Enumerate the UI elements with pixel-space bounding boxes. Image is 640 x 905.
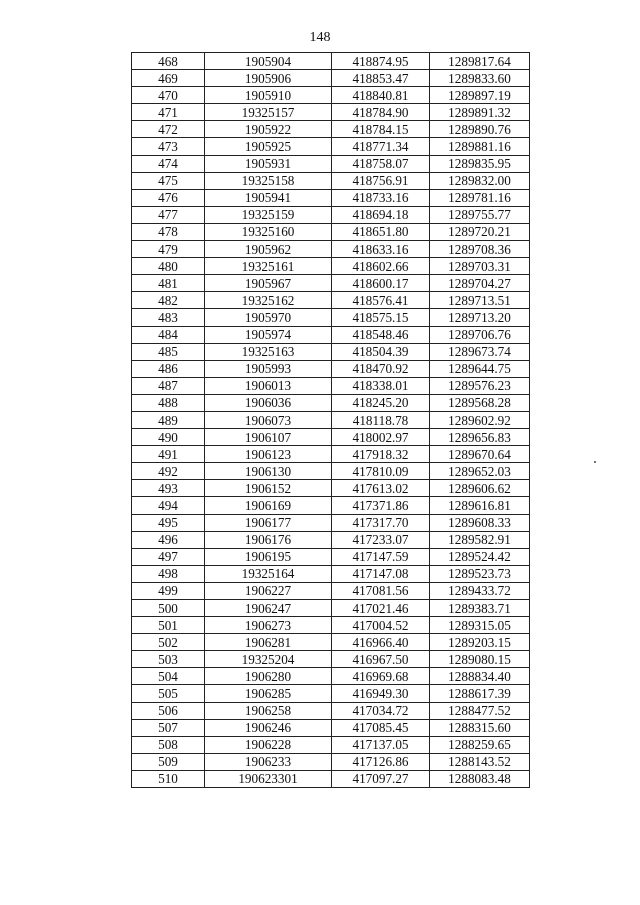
y-coordinate-cell: 1289713.51 xyxy=(430,292,530,309)
y-coordinate-cell: 1289713.20 xyxy=(430,309,530,326)
y-coordinate-cell: 1288617.39 xyxy=(430,685,530,702)
point-id-cell: 19325160 xyxy=(205,223,332,240)
row-index-cell: 489 xyxy=(132,411,205,428)
x-coordinate-cell: 417034.72 xyxy=(332,702,430,719)
y-coordinate-cell: 1289608.33 xyxy=(430,514,530,531)
point-id-cell: 1906247 xyxy=(205,600,332,617)
x-coordinate-cell: 416949.30 xyxy=(332,685,430,702)
y-coordinate-cell: 1289656.83 xyxy=(430,429,530,446)
point-id-cell: 190623301 xyxy=(205,770,332,787)
y-coordinate-cell: 1289523.73 xyxy=(430,565,530,582)
table-row xyxy=(132,565,530,582)
y-coordinate-cell: 1288834.40 xyxy=(430,668,530,685)
row-index-cell: 470 xyxy=(132,87,205,104)
page-number: 148 xyxy=(309,30,331,45)
row-index-cell: 505 xyxy=(132,685,205,702)
row-index-cell: 475 xyxy=(132,172,205,189)
row-index-cell: 501 xyxy=(132,617,205,634)
table-row xyxy=(132,53,530,70)
point-id-cell: 1906227 xyxy=(205,582,332,599)
y-coordinate-cell: 1288083.48 xyxy=(430,770,530,787)
point-id-cell: 1905925 xyxy=(205,138,332,155)
table-row xyxy=(132,360,530,377)
point-id-cell: 1906123 xyxy=(205,446,332,463)
y-coordinate-cell: 1289720.21 xyxy=(430,223,530,240)
y-coordinate-cell: 1289606.62 xyxy=(430,480,530,497)
row-index-cell: 482 xyxy=(132,292,205,309)
x-coordinate-cell: 416967.50 xyxy=(332,651,430,668)
y-coordinate-cell: 1289644.75 xyxy=(430,360,530,377)
row-index-cell: 478 xyxy=(132,223,205,240)
table-row xyxy=(132,275,530,292)
table-row xyxy=(132,514,530,531)
point-id-cell: 1905931 xyxy=(205,155,332,172)
y-coordinate-cell: 1288143.52 xyxy=(430,753,530,770)
row-index-cell: 488 xyxy=(132,394,205,411)
y-coordinate-cell: 1289433.72 xyxy=(430,582,530,599)
point-id-cell: 19325163 xyxy=(205,343,332,360)
x-coordinate-cell: 418784.90 xyxy=(332,104,430,121)
table-row xyxy=(132,463,530,480)
point-id-cell: 1905906 xyxy=(205,70,332,87)
table-row xyxy=(132,736,530,753)
x-coordinate-cell: 418633.16 xyxy=(332,241,430,258)
x-coordinate-cell: 418853.47 xyxy=(332,70,430,87)
point-id-cell: 19325158 xyxy=(205,172,332,189)
point-id-cell: 1906176 xyxy=(205,531,332,548)
table-row xyxy=(132,104,530,121)
y-coordinate-cell: 1289703.31 xyxy=(430,258,530,275)
y-coordinate-cell: 1288315.60 xyxy=(430,719,530,736)
y-coordinate-cell: 1288259.65 xyxy=(430,736,530,753)
row-index-cell: 472 xyxy=(132,121,205,138)
x-coordinate-cell: 418470.92 xyxy=(332,360,430,377)
row-index-cell: 493 xyxy=(132,480,205,497)
x-coordinate-cell: 418771.34 xyxy=(332,138,430,155)
row-index-cell: 483 xyxy=(132,309,205,326)
row-index-cell: 507 xyxy=(132,719,205,736)
point-id-cell: 1905974 xyxy=(205,326,332,343)
x-coordinate-cell: 417147.08 xyxy=(332,565,430,582)
x-coordinate-cell: 418600.17 xyxy=(332,275,430,292)
table-row xyxy=(132,651,530,668)
point-id-cell: 1906177 xyxy=(205,514,332,531)
row-index-cell: 510 xyxy=(132,770,205,787)
row-index-cell: 468 xyxy=(132,53,205,70)
table-row xyxy=(132,497,530,514)
y-coordinate-cell: 1289706.76 xyxy=(430,326,530,343)
row-index-cell: 474 xyxy=(132,155,205,172)
point-id-cell: 1906073 xyxy=(205,411,332,428)
table-row xyxy=(132,617,530,634)
row-index-cell: 497 xyxy=(132,548,205,565)
table-row xyxy=(132,685,530,702)
point-id-cell: 1906273 xyxy=(205,617,332,634)
x-coordinate-cell: 418504.39 xyxy=(332,343,430,360)
x-coordinate-cell: 418575.15 xyxy=(332,309,430,326)
y-coordinate-cell: 1289673.74 xyxy=(430,343,530,360)
table-row xyxy=(132,258,530,275)
x-coordinate-cell: 418840.81 xyxy=(332,87,430,104)
y-coordinate-cell: 1289670.64 xyxy=(430,446,530,463)
table-row xyxy=(132,309,530,326)
row-index-cell: 498 xyxy=(132,565,205,582)
point-id-cell: 19325159 xyxy=(205,206,332,223)
row-index-cell: 502 xyxy=(132,634,205,651)
table-row xyxy=(132,87,530,104)
row-index-cell: 506 xyxy=(132,702,205,719)
point-id-cell: 1905904 xyxy=(205,53,332,70)
x-coordinate-cell: 417137.05 xyxy=(332,736,430,753)
stray-mark xyxy=(594,461,596,463)
y-coordinate-cell: 1289383.71 xyxy=(430,600,530,617)
y-coordinate-cell: 1289891.32 xyxy=(430,104,530,121)
point-id-cell: 1906169 xyxy=(205,497,332,514)
y-coordinate-cell: 1289652.03 xyxy=(430,463,530,480)
point-id-cell: 1905962 xyxy=(205,241,332,258)
y-coordinate-cell: 1289881.16 xyxy=(430,138,530,155)
point-id-cell: 1906152 xyxy=(205,480,332,497)
point-id-cell: 19325204 xyxy=(205,651,332,668)
x-coordinate-cell: 418758.07 xyxy=(332,155,430,172)
coordinates-table xyxy=(131,52,530,788)
row-index-cell: 480 xyxy=(132,258,205,275)
table-row xyxy=(132,377,530,394)
x-coordinate-cell: 416966.40 xyxy=(332,634,430,651)
row-index-cell: 503 xyxy=(132,651,205,668)
table-row xyxy=(132,600,530,617)
point-id-cell: 1906258 xyxy=(205,702,332,719)
table-row xyxy=(132,138,530,155)
x-coordinate-cell: 417918.32 xyxy=(332,446,430,463)
table-row xyxy=(132,531,530,548)
point-id-cell: 19325157 xyxy=(205,104,332,121)
table-body xyxy=(132,53,530,788)
y-coordinate-cell: 1289897.19 xyxy=(430,87,530,104)
table-row xyxy=(132,480,530,497)
row-index-cell: 495 xyxy=(132,514,205,531)
row-index-cell: 484 xyxy=(132,326,205,343)
x-coordinate-cell: 418694.18 xyxy=(332,206,430,223)
y-coordinate-cell: 1289315.05 xyxy=(430,617,530,634)
x-coordinate-cell: 417126.86 xyxy=(332,753,430,770)
point-id-cell: 19325162 xyxy=(205,292,332,309)
row-index-cell: 509 xyxy=(132,753,205,770)
x-coordinate-cell: 417085.45 xyxy=(332,719,430,736)
y-coordinate-cell: 1289203.15 xyxy=(430,634,530,651)
row-index-cell: 469 xyxy=(132,70,205,87)
table-row xyxy=(132,206,530,223)
x-coordinate-cell: 417810.09 xyxy=(332,463,430,480)
point-id-cell: 1906246 xyxy=(205,719,332,736)
x-coordinate-cell: 418733.16 xyxy=(332,189,430,206)
x-coordinate-cell: 417371.86 xyxy=(332,497,430,514)
table-row xyxy=(132,702,530,719)
row-index-cell: 471 xyxy=(132,104,205,121)
y-coordinate-cell: 1289616.81 xyxy=(430,497,530,514)
y-coordinate-cell: 1289781.16 xyxy=(430,189,530,206)
table-row xyxy=(132,668,530,685)
y-coordinate-cell: 1289080.15 xyxy=(430,651,530,668)
row-index-cell: 500 xyxy=(132,600,205,617)
point-id-cell: 1905910 xyxy=(205,87,332,104)
y-coordinate-cell: 1289582.91 xyxy=(430,531,530,548)
y-coordinate-cell: 1289890.76 xyxy=(430,121,530,138)
y-coordinate-cell: 1289602.92 xyxy=(430,411,530,428)
x-coordinate-cell: 417147.59 xyxy=(332,548,430,565)
x-coordinate-cell: 417004.52 xyxy=(332,617,430,634)
y-coordinate-cell: 1289524.42 xyxy=(430,548,530,565)
point-id-cell: 1905941 xyxy=(205,189,332,206)
row-index-cell: 487 xyxy=(132,377,205,394)
x-coordinate-cell: 417317.70 xyxy=(332,514,430,531)
x-coordinate-cell: 416969.68 xyxy=(332,668,430,685)
x-coordinate-cell: 418874.95 xyxy=(332,53,430,70)
table-row xyxy=(132,343,530,360)
x-coordinate-cell: 417613.02 xyxy=(332,480,430,497)
table-row xyxy=(132,429,530,446)
x-coordinate-cell: 417021.46 xyxy=(332,600,430,617)
x-coordinate-cell: 418756.91 xyxy=(332,172,430,189)
table-row xyxy=(132,189,530,206)
row-index-cell: 485 xyxy=(132,343,205,360)
table-row xyxy=(132,753,530,770)
row-index-cell: 491 xyxy=(132,446,205,463)
table-row xyxy=(132,719,530,736)
row-index-cell: 476 xyxy=(132,189,205,206)
row-index-cell: 494 xyxy=(132,497,205,514)
row-index-cell: 486 xyxy=(132,360,205,377)
point-id-cell: 1906107 xyxy=(205,429,332,446)
table-row xyxy=(132,241,530,258)
row-index-cell: 499 xyxy=(132,582,205,599)
x-coordinate-cell: 417233.07 xyxy=(332,531,430,548)
point-id-cell: 1906281 xyxy=(205,634,332,651)
table-row xyxy=(132,582,530,599)
x-coordinate-cell: 417097.27 xyxy=(332,770,430,787)
table-row xyxy=(132,394,530,411)
table-row xyxy=(132,548,530,565)
y-coordinate-cell: 1289833.60 xyxy=(430,70,530,87)
x-coordinate-cell: 418338.01 xyxy=(332,377,430,394)
x-coordinate-cell: 418784.15 xyxy=(332,121,430,138)
x-coordinate-cell: 417081.56 xyxy=(332,582,430,599)
x-coordinate-cell: 418651.80 xyxy=(332,223,430,240)
point-id-cell: 19325161 xyxy=(205,258,332,275)
y-coordinate-cell: 1289817.64 xyxy=(430,53,530,70)
row-index-cell: 473 xyxy=(132,138,205,155)
y-coordinate-cell: 1289568.28 xyxy=(430,394,530,411)
table-row xyxy=(132,292,530,309)
point-id-cell: 1905967 xyxy=(205,275,332,292)
row-index-cell: 508 xyxy=(132,736,205,753)
point-id-cell: 1905993 xyxy=(205,360,332,377)
y-coordinate-cell: 1289576.23 xyxy=(430,377,530,394)
row-index-cell: 477 xyxy=(132,206,205,223)
y-coordinate-cell: 1289704.27 xyxy=(430,275,530,292)
table-row xyxy=(132,121,530,138)
table-row xyxy=(132,634,530,651)
row-index-cell: 481 xyxy=(132,275,205,292)
table-row xyxy=(132,172,530,189)
table-row xyxy=(132,326,530,343)
y-coordinate-cell: 1289755.77 xyxy=(430,206,530,223)
row-index-cell: 496 xyxy=(132,531,205,548)
y-coordinate-cell: 1289832.00 xyxy=(430,172,530,189)
point-id-cell: 1906013 xyxy=(205,377,332,394)
row-index-cell: 504 xyxy=(132,668,205,685)
point-id-cell: 1906130 xyxy=(205,463,332,480)
x-coordinate-cell: 418548.46 xyxy=(332,326,430,343)
point-id-cell: 1906036 xyxy=(205,394,332,411)
point-id-cell: 1905922 xyxy=(205,121,332,138)
point-id-cell: 1906228 xyxy=(205,736,332,753)
x-coordinate-cell: 418002.97 xyxy=(332,429,430,446)
point-id-cell: 1906233 xyxy=(205,753,332,770)
y-coordinate-cell: 1289708.36 xyxy=(430,241,530,258)
y-coordinate-cell: 1289835.95 xyxy=(430,155,530,172)
table-row xyxy=(132,770,530,787)
point-id-cell: 1905970 xyxy=(205,309,332,326)
table-row xyxy=(132,223,530,240)
row-index-cell: 492 xyxy=(132,463,205,480)
row-index-cell: 479 xyxy=(132,241,205,258)
y-coordinate-cell: 1288477.52 xyxy=(430,702,530,719)
point-id-cell: 1906280 xyxy=(205,668,332,685)
point-id-cell: 19325164 xyxy=(205,565,332,582)
point-id-cell: 1906285 xyxy=(205,685,332,702)
x-coordinate-cell: 418118.78 xyxy=(332,411,430,428)
table-row xyxy=(132,446,530,463)
table-row xyxy=(132,411,530,428)
x-coordinate-cell: 418245.20 xyxy=(332,394,430,411)
point-id-cell: 1906195 xyxy=(205,548,332,565)
x-coordinate-cell: 418576.41 xyxy=(332,292,430,309)
table-row xyxy=(132,70,530,87)
table-row xyxy=(132,155,530,172)
row-index-cell: 490 xyxy=(132,429,205,446)
x-coordinate-cell: 418602.66 xyxy=(332,258,430,275)
